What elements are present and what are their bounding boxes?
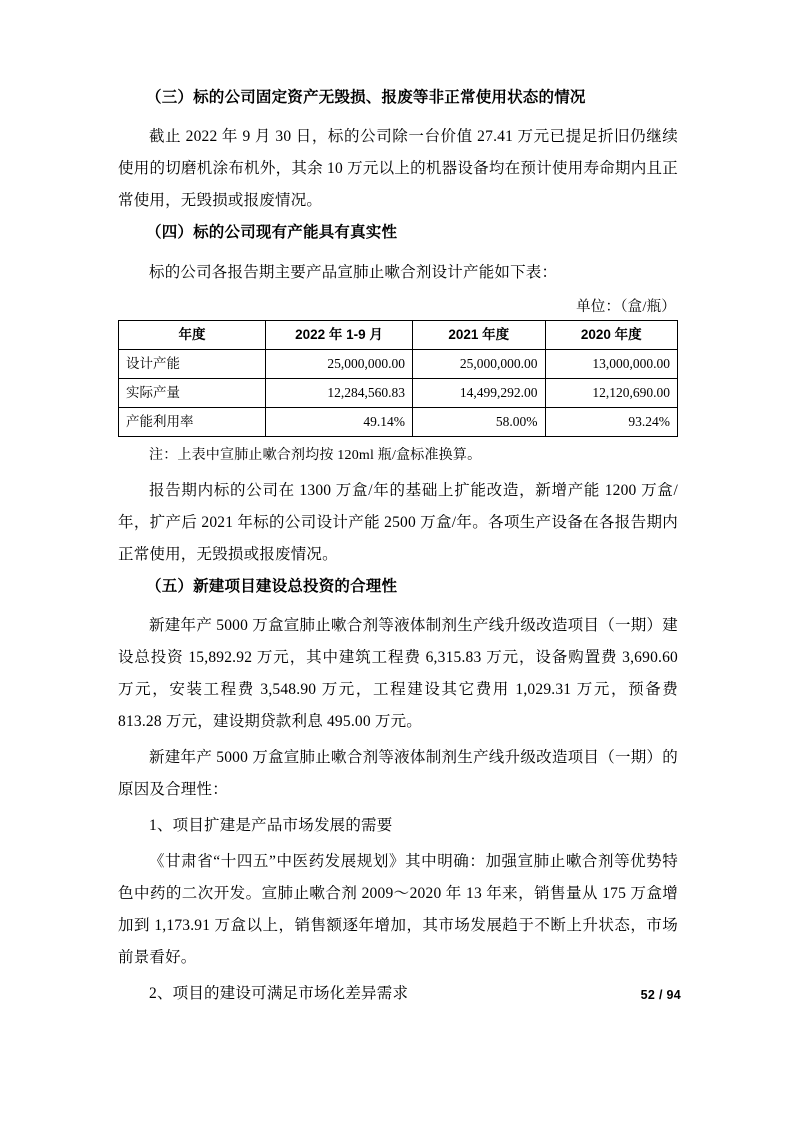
section-heading-five: （五）新建项目建设总投资的合理性	[146, 577, 398, 595]
paragraph-fixed-assets: 截止 2022 年 9 月 30 日，标的公司除一台价值 27.41 万元已提足折旧仍继续使用的切磨机涂布机外，其余 10 万元以上的机器设备均在预计使用寿命期内且正常使用，无毁损或报废情况。	[118, 128, 678, 210]
table-row	[119, 378, 678, 407]
cell-actual-output-2022: 12,284,560.83	[266, 378, 413, 407]
cell-utilization-2020: 93.24%	[545, 407, 678, 436]
paragraph-reason-one-body: 《甘肃省“十四五”中医药发展规划》其中明确：加强宣肺止嗽合剂等优势特色中药的二次开发。宣肺止嗽合剂 2009～2020 年 13 年来，销售量从 175 万盒增加到 1,173.91 万盒以上，销售额逐年增加，其市场发展趋于不断上升状态，市场前景看好。	[118, 852, 678, 966]
cell-design-capacity-2022: 25,000,000.00	[266, 349, 413, 378]
table-note: 注：上表中宣肺止嗽合剂均按 120ml 瓶/盒标准换算。	[149, 447, 482, 463]
table-header-row	[119, 320, 678, 349]
paragraph-investment-total: 新建年产 5000 万盒宣肺止嗽合剂等液体制剂生产线升级改造项目（一期）建设总投资 15,892.92 万元，其中建筑工程费 6,315.83 万元，设备购置费 3,690.60 万元，安装工程费 3,548.90 万元，工程建设其它费用 1,029.31 万元，预备费 813.28 万元，建设期贷款利息 495.00 万元。	[118, 616, 678, 730]
section-heading-four: （四）标的公司现有产能具有真实性	[146, 224, 398, 242]
table-header-2020: 2020 年度	[545, 320, 678, 349]
page-content	[118, 86, 678, 1014]
row-label-utilization: 产能利用率	[119, 407, 266, 436]
cell-actual-output-2020: 12,120,690.00	[545, 378, 678, 407]
row-label-actual-output: 实际产量	[119, 378, 266, 407]
cell-utilization-2021: 58.00%	[413, 407, 545, 436]
table-row	[119, 349, 678, 378]
capacity-table	[118, 320, 678, 437]
cell-design-capacity-2021: 25,000,000.00	[413, 349, 545, 378]
table-row	[119, 407, 678, 436]
cell-actual-output-2021: 14,499,292.00	[413, 378, 545, 407]
table-header-year: 年度	[119, 320, 266, 349]
cell-design-capacity-2020: 13,000,000.00	[545, 349, 678, 378]
cell-utilization-2022: 49.14%	[266, 407, 413, 436]
table-header-2021: 2021 年度	[413, 320, 545, 349]
paragraph-capacity-expansion: 报告期内标的公司在 1300 万盒/年的基础上扩能改造，新增产能 1200 万盒/年，扩产后 2021 年标的公司设计产能 2500 万盒/年。各项生产设备在各报告期内正常使用，无毁损或报废情况。	[118, 481, 678, 563]
table-unit-label: 单位：（盒/瓶）	[576, 298, 676, 315]
paragraph-capacity-intro: 标的公司各报告期主要产品宣肺止嗽合剂设计产能如下表：	[149, 263, 558, 281]
table-header-2022: 2022 年 1-9 月	[266, 320, 413, 349]
paragraph-reason-one-title: 1、项目扩建是产品市场发展的需要	[149, 816, 393, 834]
paragraph-reason-two-title: 2、项目的建设可满足市场化差异需求	[149, 984, 409, 1002]
paragraph-reason-intro: 新建年产 5000 万盒宣肺止嗽合剂等液体制剂生产线升级改造项目（一期）的原因及合理性：	[118, 748, 678, 798]
section-heading-three: （三）标的公司固定资产无毁损、报废等非正常使用状态的情况	[146, 89, 586, 106]
page-number: 52 / 94	[640, 988, 681, 1002]
row-label-design-capacity: 设计产能	[119, 349, 266, 378]
